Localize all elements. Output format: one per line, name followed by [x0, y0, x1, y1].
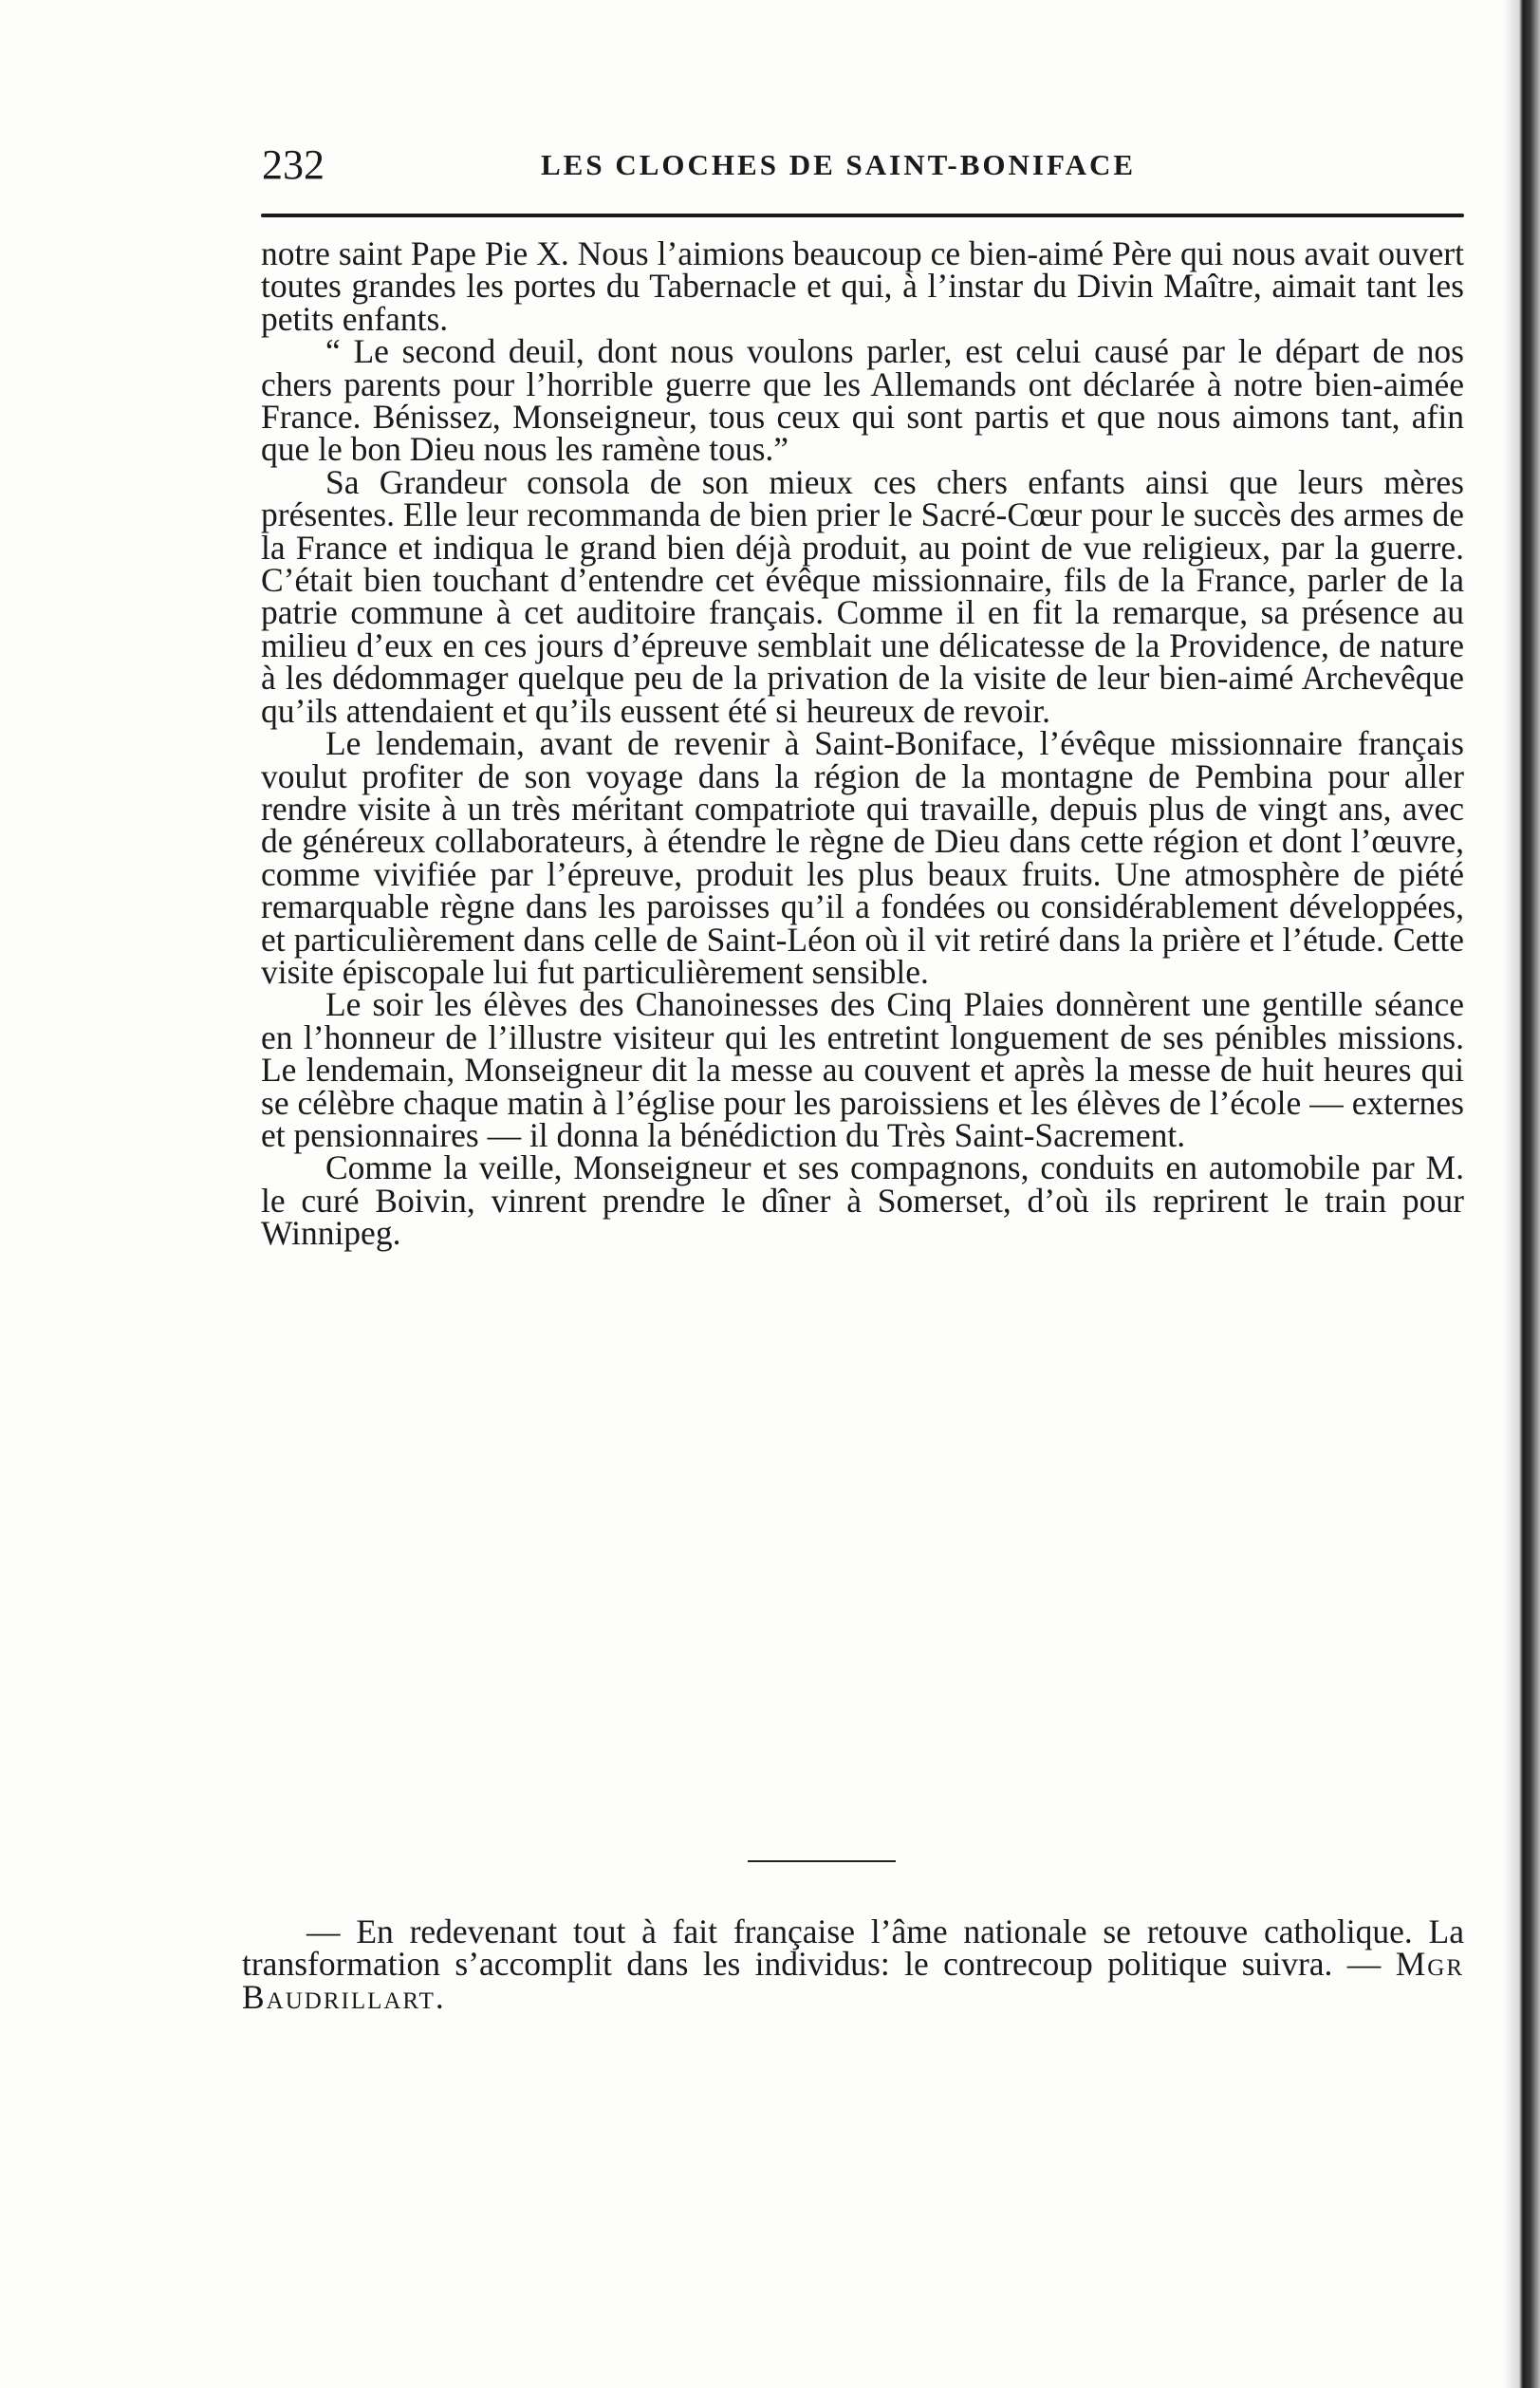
paragraph: “ Le second deuil, dont nous voulons parler, est celui causé par le départ de nos chers parents pour l’horrible guerre que les Allemands ont déclarée à notre bien-aimée France. Bénissez, Monseigneur, tous ceux qui sont partis et que nous aimons tant, afin que le bon Dieu nous les ramène tous.” [261, 332, 1464, 469]
page-binding-edge [1502, 0, 1540, 2388]
paragraph: Le soir les élèves des Chanoinesses des Cinq Plaies donnèrent une gentille séance en l’honneur de l’illustre visiteur qui les entretint longuement de ses pénibles missions. Le lendemain, Monseigneur dit la messe au couvent et après la messe de huit heures qui se célèbre chaque matin à l’église pour les paroissiens et les élèves de l’école — externes et pensionnaires — il donna la bénédiction du Très Saint-Sacrement. [261, 985, 1464, 1154]
quote-text: — En redevenant tout à fait française l’âme nationale se retouve catholique. La transformation s’accomplit dans les individus: le contrecoup politique suivra. — [242, 1912, 1464, 1984]
footnote-quote [242, 1912, 1464, 2016]
header-rule [261, 214, 1464, 217]
paragraph: Sa Grandeur consola de son mieux ces chers enfants ainsi que leurs mères présentes. Elle leur recommanda de bien prier le Sacré-Cœur pour le succès des armes de la France et indiqua le grand bien déjà produit, au point de vue religieux, par la guerre. C’était bien touchant d’entendre cet évêque missionnaire, fils de la France, parler de la patrie commune à cet auditoire français. Comme il en fit la remarque, sa présence au milieu d’eux en ces jours d’épreuve semblait une délicatesse de la Providence, de nature à les dédommager quelque peu de la privation de la visite de leur bien-aimé Archevêque qu’ils attendaient et qu’ils eussent été si heureux de revoir. [261, 462, 1464, 730]
paragraph: Le lendemain, avant de revenir à Saint-Boniface, l’évêque missionnaire français voulut profiter de son voyage dans la région de la montagne de Pembina pour aller rendre visite à un très méritant compatriote qui travaille, depuis plus de vingt ans, avec de généreux collaborateurs, à étendre le règne de Dieu dans cette région et dont l’œuvre, comme vivifiée par l’épreuve, produit les plus beaux fruits. Une atmosphère de piété remarquable règne dans les paroisses qu’il a fondées ou considérablement développées, et particulièrement dans celle de Saint-Léon où il vit retiré dans la prière et l’étude. Cette visite épiscopale lui fut particulièrement sensible. [261, 724, 1464, 991]
paragraph: notre saint Pape Pie X. Nous l’aimions beaucoup ce bien-aimé Père qui nous avait ouvert toutes grandes les portes du Tabernacle et qui, à l’instar du Divin Maître, aimait tant les petits enfants. [261, 234, 1464, 338]
page-header [256, 140, 1461, 207]
quote-author: Mgr Baudrillart. [242, 1945, 1464, 2016]
running-title: LES CLOCHES DE SAINT-BONIFACE [541, 148, 1137, 181]
section-separator [748, 1860, 896, 1862]
body-text [261, 234, 1464, 1253]
page-number: 232 [262, 141, 325, 188]
quote-paragraph [242, 1912, 1464, 2016]
paragraph: Comme la veille, Monseigneur et ses compagnons, conduits en automobile par M. le curé Boivin, vinrent prendre le dîner à Somerset, d’où ils reprirent le train pour Winnipeg. [261, 1148, 1464, 1253]
